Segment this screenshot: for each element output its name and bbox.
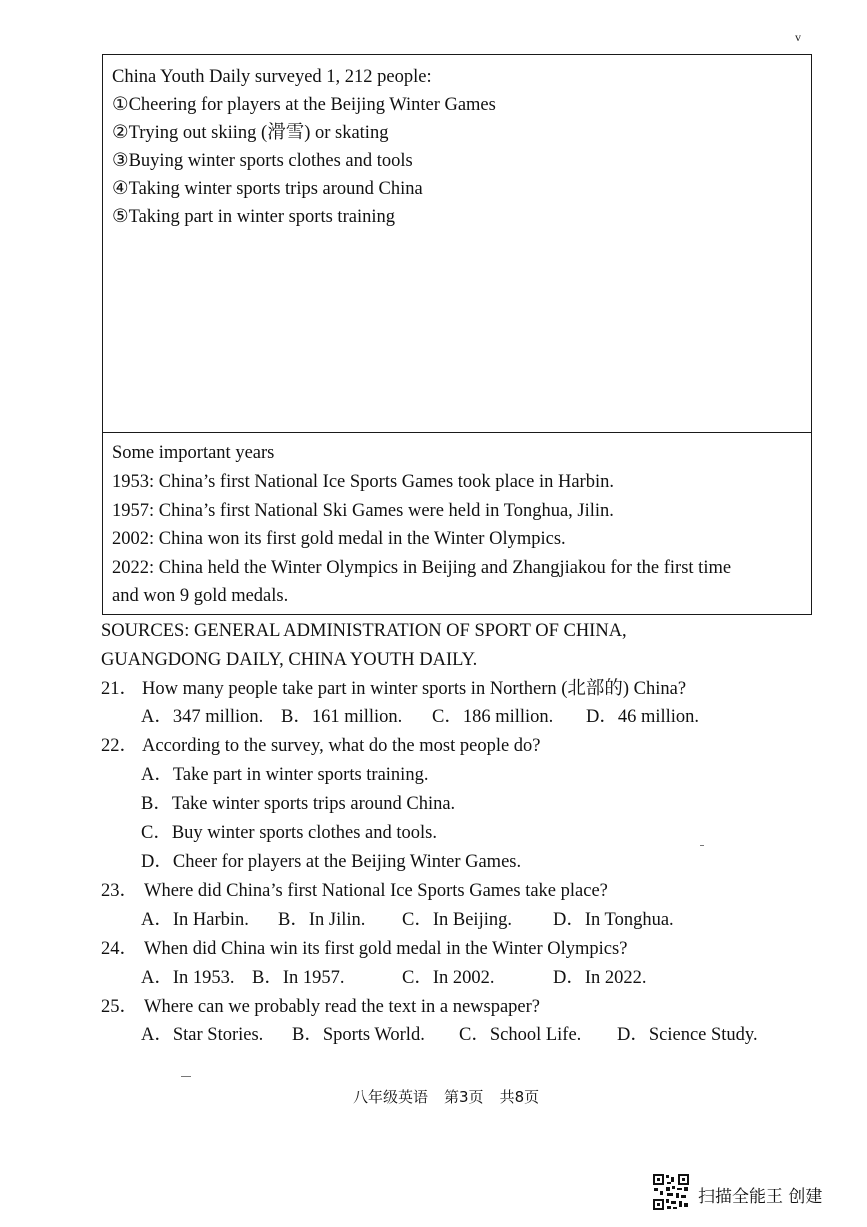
survey-item: ②Trying out skiing (滑雪) or skating [112, 123, 389, 143]
answer-option: B．Sports World. [292, 1025, 425, 1045]
answer-option: D．Cheer for players at the Beijing Winter Games. [141, 852, 522, 872]
question-number: 25． [101, 997, 139, 1017]
answer-option: B．In Jilin. [278, 910, 366, 930]
footer-subject: 八年级英语 [353, 1088, 429, 1106]
answer-option: C．186 million. [432, 707, 554, 727]
page-footer [353, 1086, 555, 1107]
answer-option: B．Take winter sports trips around China. [141, 794, 456, 814]
answer-option: A．In Harbin. [141, 910, 249, 930]
question-text: How many people take part in winter sports in Northern (北部的) China? [142, 679, 687, 699]
sources-line: SOURCES: GENERAL ADMINISTRATION OF SPORT OF CHINA, [101, 621, 627, 641]
survey-item: ①Cheering for players at the Beijing Winter Games [112, 95, 496, 115]
question-number: 23． [101, 881, 139, 901]
answer-option: C．School Life. [459, 1025, 582, 1045]
survey-box [102, 54, 812, 433]
answer-option: B．In 1957. [252, 968, 345, 988]
qr-code-icon [652, 1173, 690, 1211]
year-line: 1953: China’s first National Ice Sports Games took place in Harbin. [112, 472, 614, 492]
answer-option: C．In Beijing. [402, 910, 512, 930]
answer-option: C．In 2002. [402, 968, 495, 988]
answer-option: A．Take part in winter sports training. [141, 765, 429, 785]
survey-item: ③Buying winter sports clothes and tools [112, 151, 413, 171]
answer-option: D．In 2022. [553, 968, 647, 988]
answer-option: D．In Tonghua. [553, 910, 674, 930]
footer-page: 第3页 [444, 1088, 484, 1106]
survey-title: China Youth Daily surveyed 1, 212 people: [112, 67, 432, 87]
answer-option: D．Science Study. [617, 1025, 758, 1045]
important-years-box [102, 432, 812, 615]
question-text: When did China win its first gold medal in the Winter Olympics? [144, 939, 628, 959]
year-line: and won 9 gold medals. [112, 586, 289, 606]
question-text: Where can we probably read the text in a newspaper? [144, 997, 541, 1017]
answer-option: A．347 million. [141, 707, 264, 727]
question-number: 22． [101, 736, 139, 756]
scan-speck [700, 845, 704, 846]
year-line: 2022: China held the Winter Olympics in Beijing and Zhangjiakou for the first time [112, 558, 732, 578]
year-line: 2002: China won its first gold medal in the Winter Olympics. [112, 529, 566, 549]
question-text: Where did China’s first National Ice Sports Games take place? [144, 881, 608, 901]
scanner-watermark-text: 扫描全能王 创建 [698, 1187, 823, 1207]
question-text: According to the survey, what do the most people do? [142, 736, 541, 756]
scan-speck [181, 1076, 191, 1077]
answer-option: C．Buy winter sports clothes and tools. [141, 823, 437, 843]
sources-line: GUANGDONG DAILY, CHINA YOUTH DAILY. [101, 650, 478, 670]
years-title: Some important years [112, 443, 275, 463]
answer-option: B．161 million. [281, 707, 403, 727]
survey-item: ④Taking winter sports trips around China [112, 179, 423, 199]
year-line: 1957: China’s first National Ski Games were held in Tonghua, Jilin. [112, 501, 614, 521]
question-number: 24． [101, 939, 139, 959]
corner-mark: v [795, 30, 801, 44]
footer-total: 共8页 [499, 1088, 540, 1106]
question-number: 21． [101, 679, 139, 699]
answer-option: A．In 1953. [141, 968, 235, 988]
answer-option: D．46 million. [586, 707, 700, 727]
answer-option: A．Star Stories. [141, 1025, 264, 1045]
survey-item: ⑤Taking part in winter sports training [112, 207, 395, 227]
